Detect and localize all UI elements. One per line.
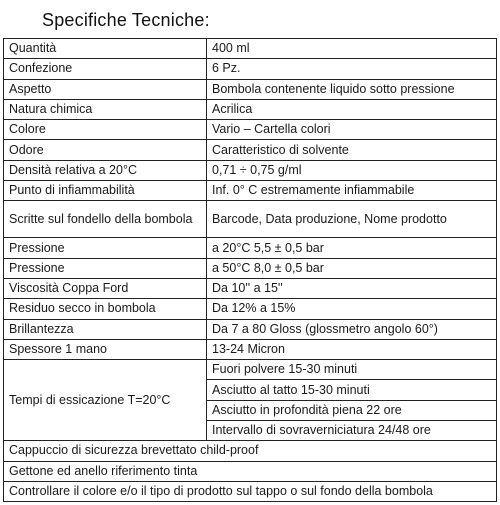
table-row [4, 59, 497, 79]
table-row [4, 39, 497, 59]
row-value: Da 12% a 15% [207, 299, 497, 319]
row-label: Natura chimica [4, 99, 207, 119]
page-title: Specifiche Tecniche: [42, 10, 210, 30]
drying-value: Intervallo di sovraverniciatura 24/48 ore [207, 421, 497, 441]
row-value: a 20°C 5,5 ± 0,5 bar [207, 238, 497, 258]
row-label: Colore [4, 120, 207, 140]
row-label: Residuo secco in bombola [4, 299, 207, 319]
table-row [4, 319, 497, 339]
row-value: 400 ml [207, 39, 497, 59]
table-row [4, 278, 497, 298]
row-label: Scritte sul fondello della bombola [4, 201, 207, 238]
drying-label: Tempi di essicazione T=20°C [4, 360, 207, 441]
spec-table [3, 38, 497, 502]
row-value: Da 10'' a 15'' [207, 278, 497, 298]
row-value: Caratteristico di solvente [207, 140, 497, 160]
row-label: Punto di infiammabilità [4, 181, 207, 201]
row-value: Da 7 a 80 Gloss (glossmetro angolo 60°) [207, 319, 497, 339]
row-label: Spessore 1 mano [4, 339, 207, 359]
table-row [4, 339, 497, 359]
table-row [4, 181, 497, 201]
row-label: Odore [4, 140, 207, 160]
row-value: Bombola contenente liquido sotto pressione [207, 79, 497, 99]
row-label: Pressione [4, 238, 207, 258]
row-value: 13-24 Micron [207, 339, 497, 359]
row-label: Brillantezza [4, 319, 207, 339]
table-row [4, 201, 497, 238]
note-text: Gettone ed anello riferimento tinta [4, 461, 497, 481]
table-row [4, 299, 497, 319]
row-value: Inf. 0° C estremamente infiammabile [207, 181, 497, 201]
drying-value: Fuori polvere 15-30 minuti [207, 360, 497, 380]
table-row [4, 140, 497, 160]
note-text: Controllare il colore e/o il tipo di prodotto sul tappo o sul fondo della bombola [4, 481, 497, 501]
table-row [4, 79, 497, 99]
row-value: Acrilica [207, 99, 497, 119]
table-row [4, 360, 497, 380]
row-label: Viscosità Coppa Ford [4, 278, 207, 298]
row-label: Confezione [4, 59, 207, 79]
row-value: Vario – Cartella colori [207, 120, 497, 140]
row-label: Pressione [4, 258, 207, 278]
table-row [4, 258, 497, 278]
row-value: 6 Pz. [207, 59, 497, 79]
note-row [4, 481, 497, 501]
row-value: Barcode, Data produzione, Nome prodotto [207, 201, 497, 238]
drying-value: Asciutto in profondità piena 22 ore [207, 400, 497, 420]
table-row [4, 160, 497, 180]
note-row [4, 461, 497, 481]
row-label: Aspetto [4, 79, 207, 99]
row-label: Densità relativa a 20°C [4, 160, 207, 180]
row-value: a 50°C 8,0 ± 0,5 bar [207, 258, 497, 278]
note-text: Cappuccio di sicurezza brevettato child-proof [4, 441, 497, 461]
row-value: 0,71 ÷ 0,75 g/ml [207, 160, 497, 180]
note-row [4, 441, 497, 461]
table-row [4, 238, 497, 258]
table-row [4, 99, 497, 119]
table-row [4, 120, 497, 140]
row-label: Quantità [4, 39, 207, 59]
drying-value: Asciutto al tatto 15-30 minuti [207, 380, 497, 400]
